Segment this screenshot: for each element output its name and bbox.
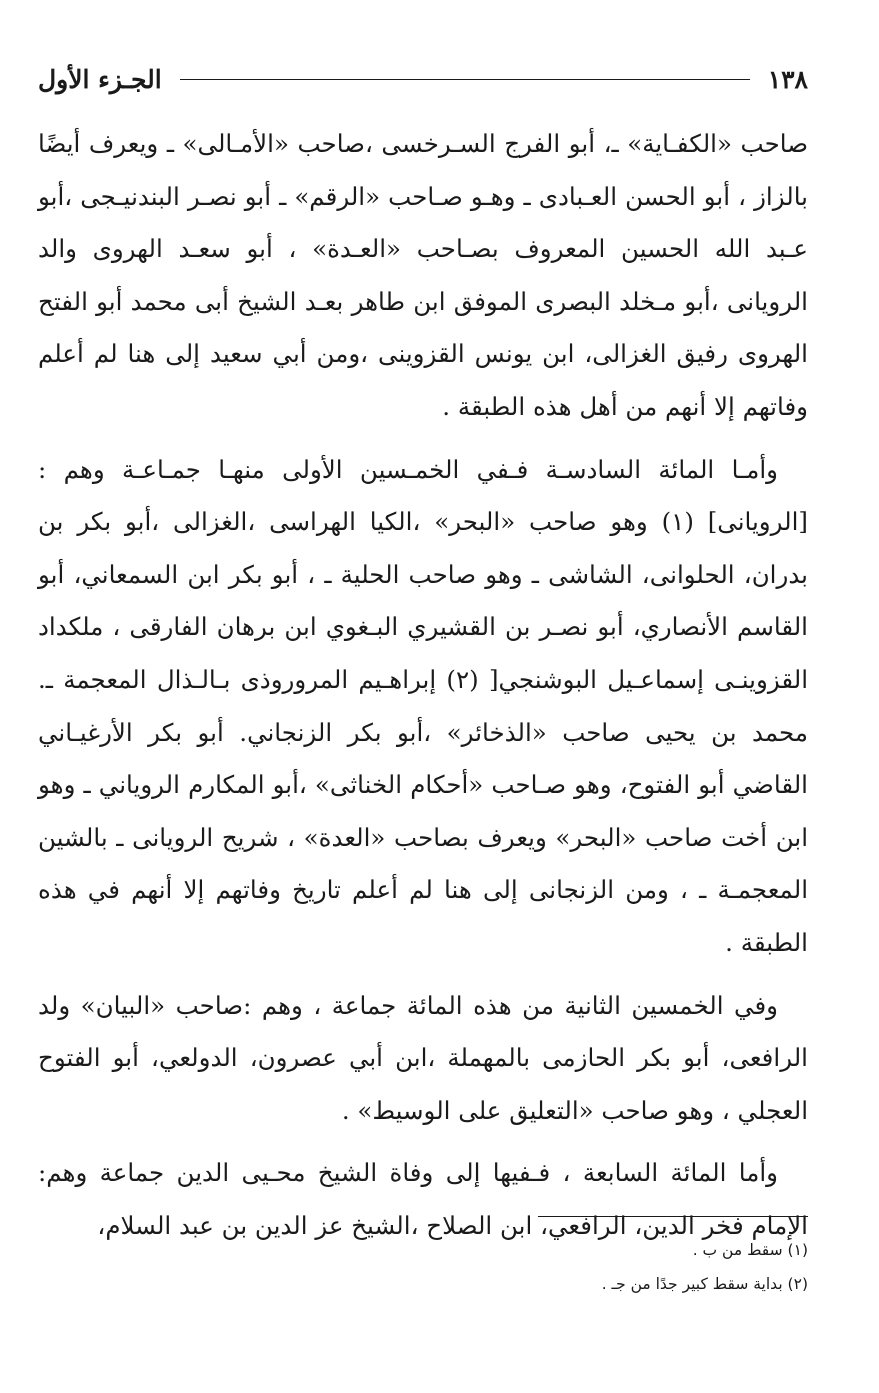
page (38, 56, 808, 1262)
running-header (38, 56, 808, 102)
paragraph: صاحب «الكفـاية» ـ، أبو الفرج السـرخسى ،صاحب «الأمـالى» ـ ويعرف أيضًا بالزاز ، أبو الحسن العـبادى ـ وهـو صـاحب «الرقم» ـ أبو نصـر البندنيـجى ،أبو عـبد الله الحسين المعروف بصـاحب «العـدة» ، أبو سعـد الهروى والد الرويانى ،أبو مـخلد البصرى الموفق ابن طاهر بعـد الشيخ أبى محمد أبو الفتح الهروى رفيق الغزالى، ابن يونس القزوينى ،ومن أبي سعيد إلى هنا لم أعلم وفاتهم إلا أنهم من أهل هذه الطبقة . (38, 129, 808, 421)
body-text (38, 118, 808, 1252)
footnote: (١) سقط من ب . (692, 1241, 808, 1259)
paragraph: وأما المائة السابعة ، فـفيها إلى وفاة الشيخ محـيى الدين جماعة وهم: الإمام فخر الدين، الرافعي، ابن الصلاح ،الشيخ عز الدين بن عبد السلام، (38, 1158, 808, 1240)
book-part-title: الجـزء الأول (38, 64, 162, 94)
footnote-rule (538, 1216, 808, 1217)
footnotes (38, 1216, 808, 1303)
paragraph: وفي الخمسين الثانية من هذه المائة جماعة ، وهم :صاحب «البيان» ولد الرافعى، أبو بكر الحازمى بالمهملة ،ابن أبي عصرون، الدولعي، أبو الفتوح العجلي ، وهو صاحب «التعليق على الوسيط» . (38, 990, 808, 1125)
page-number: ١٣٨ (767, 64, 808, 94)
footnote: (٢) بداية سقط كبير جدًا من جـ . (601, 1275, 808, 1293)
header-rule (180, 79, 750, 80)
paragraph: وأمـا المائة السادسـة فـفي الخمـسين الأولى منهـا جمـاعـة وهم : [الرويانى] (١) وهو صاحب «البحر» ،الكيا الهراسى ،الغزالى ،أبو بكر بن بدران، الحلوانى، الشاشى ـ وهو صاحب الحلية ـ ، أبو بكر ابن السمعاني، أبو القاسم الأنصاري، أبو نصـر بن القشيري البـغوي ابن برهان الفارقى ، ملكداد القزوينـى إسماعـيل البوشنجي[ (٢) إبراهـيم المروروذى بـالـذال المعجمة ـ. محمد بن يحيى صاحب «الذخائر» ،أبو بكر الزنجاني. أبو بكر الأرغيـاني القاضي أبو الفتوح، وهو صـاحب «أحكام الخناثى» ،أبو المكارم الروياني ـ وهو ابن أخت صاحب «البحر» ويعرف بصاحب «العدة» ، شريح الرويانى ـ بالشين المعجمـة ـ ، ومن الزنجانى إلى هنا لم أعلم تاريخ وفاتهم إلا أنهم في هذه الطبقة . (38, 454, 808, 957)
